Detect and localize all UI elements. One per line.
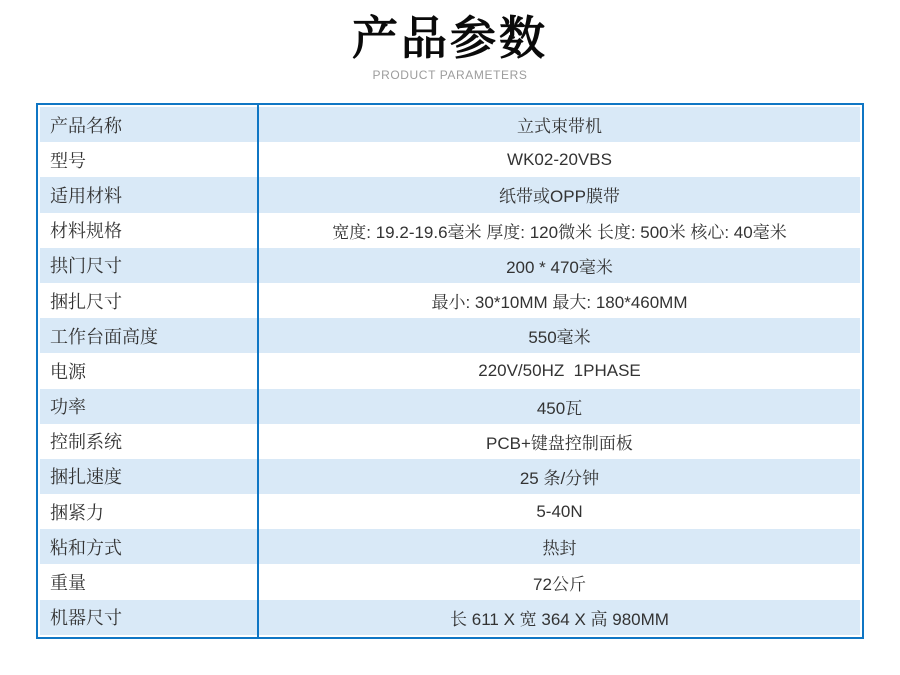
page-header (0, 0, 900, 82)
spec-value: 5-40N (536, 501, 583, 521)
table-row (40, 600, 860, 635)
table-row (40, 107, 860, 142)
spec-value: 宽度: 19.2-19.6毫米 厚度: 120微米 长度: 500米 核心: 40毫米 (332, 222, 787, 242)
spec-label: 粘和方式 (50, 537, 122, 558)
spec-label: 机器尺寸 (50, 608, 122, 629)
table-row (40, 318, 860, 353)
spec-value: 立式束带机 (517, 117, 602, 137)
spec-label: 型号 (50, 150, 86, 171)
spec-label: 产品名称 (50, 115, 122, 136)
spec-value: 纸带或OPP膜带 (499, 187, 620, 207)
page-subtitle: PRODUCT PARAMETERS (372, 68, 528, 82)
spec-label: 控制系统 (50, 432, 122, 453)
column-divider-line (257, 105, 259, 637)
table-row (40, 529, 860, 564)
spec-value: 220V/50HZ 1PHASE (478, 360, 641, 380)
table-row (40, 424, 860, 459)
spec-value: 200 * 470毫米 (506, 257, 613, 277)
page-title: 产品参数 (352, 12, 548, 64)
spec-label: 捆紧力 (50, 502, 104, 523)
spec-value: 热封 (542, 539, 577, 559)
table-row (40, 389, 860, 424)
spec-label: 适用材料 (50, 185, 122, 206)
table-row (40, 142, 860, 177)
table-row (40, 248, 860, 283)
table-row (40, 564, 860, 599)
table-row (40, 494, 860, 529)
spec-label: 工作台面高度 (50, 326, 158, 347)
table-row (40, 177, 860, 212)
spec-value: 550毫米 (528, 328, 591, 348)
table-row (40, 459, 860, 494)
table-row (40, 213, 860, 248)
spec-value: 72公斤 (533, 574, 586, 594)
spec-value: 最小: 30*10MM 最大: 180*460MM (431, 293, 688, 313)
spec-value: WK02-20VBS (507, 149, 612, 169)
spec-label: 电源 (50, 361, 86, 382)
spec-value: 长 611 X 宽 364 X 高 980MM (450, 609, 669, 629)
spec-label: 材料规格 (50, 221, 122, 242)
spec-label: 捆扎尺寸 (50, 291, 122, 312)
spec-label: 拱门尺寸 (50, 256, 122, 277)
table-row (40, 283, 860, 318)
spec-value: 450瓦 (536, 398, 583, 418)
spec-label: 捆扎速度 (50, 467, 122, 488)
spec-label: 功率 (50, 397, 86, 418)
spec-label: 重量 (50, 573, 86, 594)
spec-value: PCB+键盘控制面板 (486, 433, 633, 453)
table-row (40, 353, 860, 388)
spec-table (36, 103, 864, 639)
spec-value: 25 条/分钟 (519, 468, 600, 488)
